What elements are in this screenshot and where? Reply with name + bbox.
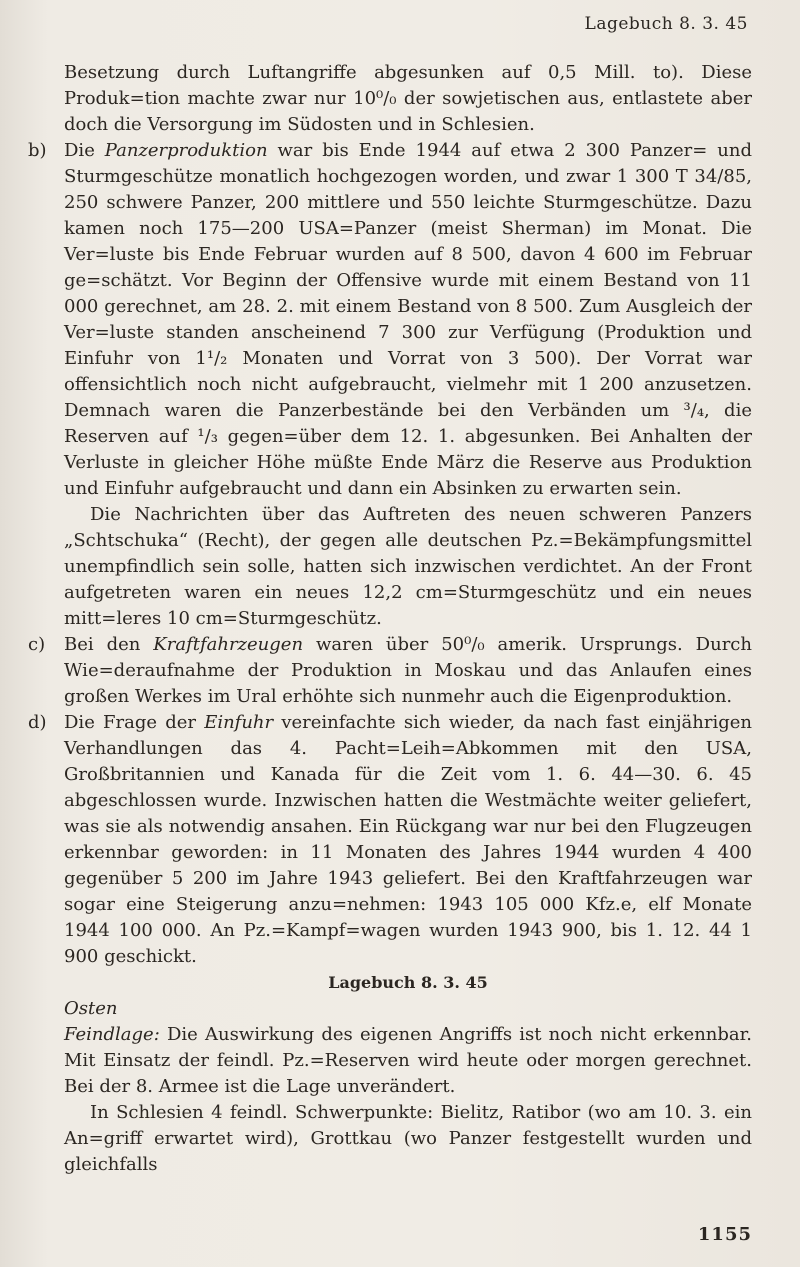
section-title: Lagebuch 8. 3. 45 [328, 973, 488, 992]
text-run: Die Frage der [64, 712, 205, 733]
text-run: Die Auswirkung des eigenen Angriffs ist noch nicht erkennbar. Mit Einsatz der feindl. Pz.=Reserven wird heute oder morgen gerechnet. Bei der 8. Armee ist die Lage unverändert. [64, 1024, 752, 1097]
item-label-b: b) [28, 140, 47, 161]
paragraph-b-2: Die Nachrichten über das Auftreten des neuen schweren Panzers „Schtschuka“ (Recht), der gegen alle deutschen Pz.=Bekämpfungsmittel unempfindlich sein solle, hatten sich inzwischen verdichtet. An der Front aufgetreten waren ein neues 12,2 cm=Sturmgeschütz und ein neues mitt=leres 10 cm=Sturmgeschütz. [64, 504, 752, 629]
list-item-b [28, 138, 753, 632]
paragraph-last: In Schlesien 4 feindl. Schwerpunkte: Bielitz, Ratibor (wo am 10. 3. ein An=griff erwartet wird), Grottkau (wo Panzer festgestellt wurden und gleichfalls [64, 1102, 752, 1175]
emphasis-kraftfahrzeugen: Kraftfahrzeugen [153, 634, 304, 655]
document-body [28, 60, 753, 1178]
emphasis-feindlage: Feindlage: [64, 1024, 160, 1045]
paragraph-c [64, 632, 752, 710]
running-header: Lagebuch 8. 3. 45 [584, 14, 748, 34]
text-run: Die [64, 140, 105, 161]
text-run: vereinfachte sich wieder, da nach fast einjährigen Verhandlungen das 4. Pacht=Leih=Abkommen mit den USA, Großbritannien und Kanada für die Zeit vom 1. 6. 44—30. 6. 45 abgeschlossen wurde. Inzwischen hatten die Westmächte weiter geliefert, was sie als notwendig ansahen. Ein Rückgang war nur bei den Flugzeugen erkennbar geworden: in 11 Monaten des Jahres 1944 wurden 4 400 gegenüber 5 200 im Jahre 1943 geliefert. Bei den Kraftfahrzeugen war sogar eine Steigerung anzu=nehmen: 1943 105 000 Kfz.e, elf Monate 1944 100 000. An Pz.=Kampf=wagen wurden 1943 900, bis 1. 12. 44 1 900 geschickt. [64, 712, 752, 967]
emphasis-panzerproduktion: Panzerproduktion [104, 140, 268, 161]
list-item-d [28, 710, 752, 970]
list-item-c [28, 632, 752, 710]
paragraph-d [64, 710, 752, 970]
text-run: war bis Ende 1944 auf etwa 2 300 Panzer= und Sturmgeschütze monatlich hochgezogen worden, und zwar 1 300 T 34/85, 250 schwere Panzer, 200 mittlere und 550 leichte Sturmgeschütze. Dazu kamen noch 175—200 USA=Panzer (meist Sherman) im Monat. Die Ver=luste bis Ende Februar wurden auf 8 500, davon 4 600 im Februar ge=schätzt. Vor Beginn der Offensive wurde mit einem Bestand von 11 000 gerechnet, am 28. 2. mit einem Bestand von 8 500. Zum Ausgleich der Ver=luste standen anscheinend 7 300 zur Verfügung (Produktion und Einfuhr von 1¹/₂ Monaten und Vorrat von 3 500). Der Vorrat war offensichtlich noch nicht aufgebraucht, vielmehr mit 1 200 anzusetzen. Demnach waren die Panzerbestände bei den Verbänden um ³/₄, die Reserven auf ¹/₃ gegen=über dem 12. 1. abgesunken. Bei Anhalten der Verluste in gleicher Höhe müßte Ende März die Reserve aus Produktion und Einfuhr aufgebraucht und dann ein Absinken zu erwarten sein. [64, 140, 753, 499]
emphasis-einfuhr: Einfuhr [204, 712, 274, 733]
text-run: waren über 50⁰/₀ amerik. Ursprungs. Durch Wie=deraufnahme der Produktion in Moskau und das Anlaufen eines großen Werkes im Ural erhöhte sich nunmehr auch die Eigenproduktion. [64, 634, 752, 707]
item-label-d: d) [28, 712, 47, 733]
item-label-c: c) [28, 634, 46, 655]
paragraph-feindlage [64, 1022, 752, 1100]
section-heading-osten: Osten [64, 998, 118, 1019]
text-run: Bei den [64, 634, 154, 655]
page-number: 1155 [697, 1224, 752, 1245]
paragraph-top: Besetzung durch Luftangriffe abgesunken auf 0,5 Mill. to). Diese Produk=tion machte zwar nur 10⁰/₀ der sowjetischen aus, entlastete aber doch die Versorgung im Südosten und in Schlesien. [64, 62, 752, 135]
paragraph-b [64, 138, 752, 502]
